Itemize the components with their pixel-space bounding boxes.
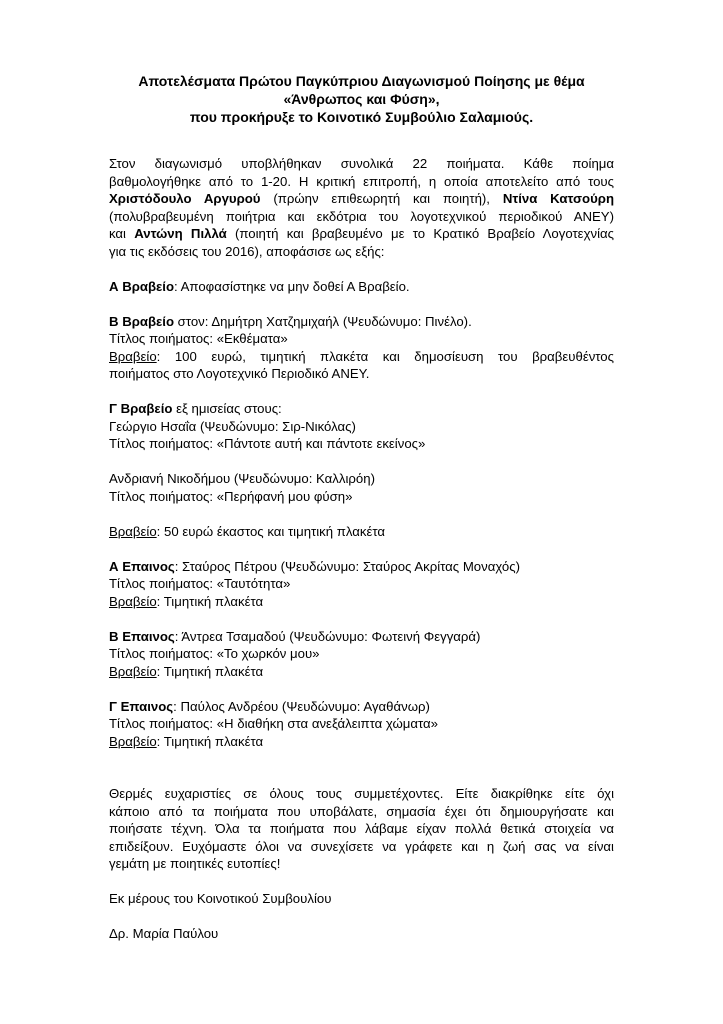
closing-line-3: ποιήσατε τέχνη. Όλα τα ποιήματα που λάβαμε είχαν πολλά θετικά στοιχεία να xyxy=(109,821,614,836)
praise-a-poem: Τίτλος ποιήματος: «Ταυτότητα» xyxy=(109,576,291,591)
award-c-winner-1-name: Γεώργιο Ησαΐα (Ψευδώνυμο: Σιρ-Νικόλας) xyxy=(109,418,356,434)
intro-line-3 xyxy=(109,190,614,208)
title-line-2: «Άνθρωπος και Φύση», xyxy=(283,91,440,107)
award-b-text: στον: Δημήτρη Χατζημιχαήλ (Ψευδώνυμο: Πινέλο). xyxy=(174,313,472,329)
praise-b-text: : Άντρεα Τσαμαδού (Ψευδώνυμο: Φωτεινή Φεγγαρά) xyxy=(174,628,481,644)
award-c-text: εξ ημισείας στους: xyxy=(172,401,282,416)
award-a-label: Α Βραβείο xyxy=(109,278,175,294)
title-line-3: που προκήρυξε το Κοινοτικό Συμβούλιο Σαλαμιούς. xyxy=(189,109,534,125)
praise-a-section xyxy=(109,558,614,611)
intro-line-6: για τις εκδόσεις του 2016), αποφάσισε ως εξής: xyxy=(109,243,385,259)
award-b-label: Β Βραβείο xyxy=(109,313,175,329)
document-title xyxy=(100,72,623,126)
award-a-section xyxy=(109,278,614,296)
praise-c-prize-label: Βραβείο xyxy=(109,733,157,749)
praise-c-label: Γ Επαινος xyxy=(109,698,174,714)
praise-b-prize-text: : Τιμητική πλακέτα xyxy=(156,663,264,679)
award-b-prize-line-2: ποιήματος στο Λογοτεχνικό Περιοδικό ΑΝΕΥ. xyxy=(109,366,370,381)
closing-line-1: Θερμές ευχαριστίες σε όλους τους συμμετέχοντες. Είτε διακρίθηκε είτε όχι xyxy=(109,786,614,801)
closing-line-5: γεμάτη με ποιητικές ευτοπίες! xyxy=(109,856,281,871)
award-c-winner-2-name: Ανδριανή Νικοδήμου (Ψευδώνυμο: Καλλιρόη) xyxy=(109,471,375,486)
closing-line-4: επιδείξουν. Ευχόμαστε όλοι να συνεχίσετε να γράφετε και η ζωή σας να είναι xyxy=(109,838,614,854)
intro-and: και xyxy=(109,226,135,241)
title-line-1: Αποτελέσματα Πρώτου Παγκύπριου Διαγωνισμού Ποίησης με θέμα xyxy=(138,73,585,89)
award-c-winner-1-poem: Τίτλος ποιήματος: «Πάντοτε αυτή και πάντοτε εκείνος» xyxy=(109,436,426,451)
award-c-prize-label: Βραβείο xyxy=(109,523,157,539)
award-c-label: Γ Βραβείο xyxy=(109,401,173,416)
judge-3-desc: (ποιητή και βραβευμένο με το Κρατικό Βραβείο Λογοτεχνίας xyxy=(226,226,614,241)
signature-name: Δρ. Μαρία Παύλου xyxy=(109,926,219,941)
award-c-section xyxy=(109,400,614,540)
closing-paragraph xyxy=(109,785,614,873)
award-b-section xyxy=(109,313,614,383)
award-c-prize-text: : 50 ευρώ έκαστος και τιμητική πλακέτα xyxy=(156,523,386,539)
judge-1-name: Χριστόδουλο Αργυρού xyxy=(109,191,261,206)
intro-paragraph xyxy=(109,155,614,260)
judge-1-desc: (πρώην επιθεωρητή και ποιητή), xyxy=(260,191,503,206)
intro-line-1: Στον διαγωνισμό υποβλήθηκαν συνολικά 22 ποιήματα. Κάθε ποίημα xyxy=(109,156,614,171)
praise-c-prize-text: : Τιμητική πλακέτα xyxy=(156,733,264,749)
praise-a-text: : Σταύρος Πέτρου (Ψευδώνυμο: Σταύρος Ακρίτας Μοναχός) xyxy=(174,558,521,574)
praise-b-poem: Τίτλος ποιήματος: «Το χωρκόν μου» xyxy=(109,646,320,661)
intro-line-5 xyxy=(109,225,614,243)
praise-a-label: Α Επαινος xyxy=(109,558,175,574)
praise-c-poem: Τίτλος ποιήματος: «Η διαθήκη στα ανεξάλειπτα χώματα» xyxy=(109,716,438,731)
praise-b-label: Β Επαινος xyxy=(109,628,175,644)
judge-2-name: Ντίνα Κατσούρη xyxy=(502,191,614,206)
award-b-prize-label: Βραβείο xyxy=(109,348,157,364)
praise-c-text: : Παύλος Ανδρέου (Ψευδώνυμο: Αγαθάνωρ) xyxy=(173,698,430,714)
judge-3-name: Αντώνη Πιλλά xyxy=(134,226,227,241)
award-b-poem: Τίτλος ποιήματος: «Εκθέματα» xyxy=(109,331,288,346)
praise-b-section xyxy=(109,628,614,681)
intro-line-4: (πολυβραβευμένη ποιήτρια και εκδότρια του λογοτεχνικού περιοδικού ΑΝΕΥ) xyxy=(109,208,614,224)
award-a-text: : Αποφασίστηκε να μην δοθεί Α Βραβείο. xyxy=(174,278,410,294)
signature-behalf: Εκ μέρους του Κοινοτικού Συμβουλίου xyxy=(109,891,332,906)
intro-line-2: βαθμολογήθηκε από το 1-20. Η κριτική επιτροπή, η οποία αποτελείτο από τους xyxy=(109,173,614,189)
closing-line-2: κάποιο από τα ποιήματα που υποβάλατε, σημασία έχει ότι δημιουργήσατε και xyxy=(109,803,614,819)
praise-a-prize-label: Βραβείο xyxy=(109,593,157,609)
award-b-prize-line-1: : 100 ευρώ, τιμητική πλακέτα και δημοσίευση του βραβευθέντος xyxy=(156,348,614,364)
praise-b-prize-label: Βραβείο xyxy=(109,663,157,679)
award-c-winner-2-poem: Τίτλος ποιήματος: «Περήφανή μου φύση» xyxy=(109,488,353,504)
document-body xyxy=(109,155,614,960)
praise-a-prize-text: : Τιμητική πλακέτα xyxy=(156,593,264,609)
praise-c-section xyxy=(109,698,614,751)
